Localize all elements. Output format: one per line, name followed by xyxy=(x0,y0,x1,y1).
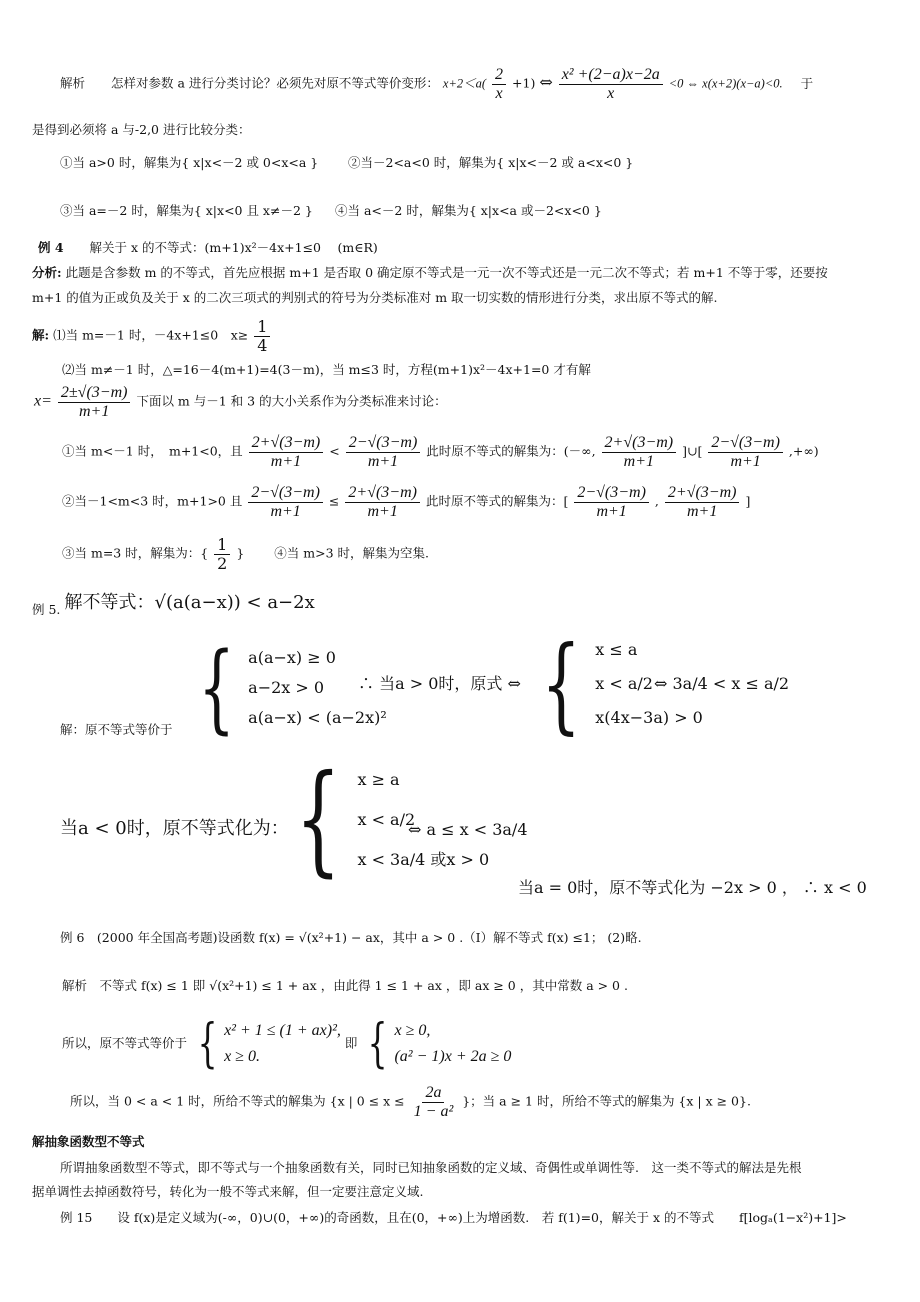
ex5-sys2-brace: { xyxy=(541,623,581,745)
p1-frac2: $\frac{\text{x² +(2−a)x−2a}}{x}$ xyxy=(559,66,663,102)
ex4-r3: ③当 m=3 时，解集为：{ xyxy=(62,545,209,561)
ex4-root xyxy=(34,384,447,420)
ex4-r1-fm: $\frac{2-√(3-m)}{m+1}$ xyxy=(346,434,421,470)
ex4-title: 例 4 xyxy=(38,240,64,255)
ex5-sys2-r1: x ≤ a xyxy=(595,640,638,659)
ex6-sysA-r1: x² + 1 ≤ (1 + ax)², xyxy=(224,1022,341,1039)
p1-line xyxy=(60,66,813,102)
ex6-l3-frac: $\frac{2a}{\text{1 − a²}}$ xyxy=(413,1084,454,1120)
ex5-sys2-r2: x < a/2 xyxy=(595,674,653,693)
ex6-l1: 解析 不等式 f(x) ≤ 1 即 √(x²+1) ≤ 1 + ax ，由此得 1 ≤ 1 + ax ，即 ax ≥ 0 ，其中常数 a > 0 . xyxy=(62,978,628,993)
ex5-sol-label: 解：原不等式等价于 xyxy=(60,722,173,737)
ex6-sysB-r2: (a² − 1)x + 2a ≥ 0 xyxy=(394,1048,512,1065)
ex4-r1-fp2: $\frac{2+√(3-m)}{m+1}$ xyxy=(602,434,677,470)
ex5-res-neg: ⇔ a ≤ x < 3a/4 xyxy=(408,820,528,839)
ex4-r2-fm2: $\frac{2-√(3-m)}{m+1}$ xyxy=(574,484,649,520)
ex4-r3-frac: $\frac{1}{2}$ xyxy=(214,536,230,572)
ex6-l2-a: 所以，原不等式等价于 xyxy=(62,1035,188,1051)
ex6-l2 xyxy=(62,1014,512,1074)
ex4-r2-le: ≤ xyxy=(328,493,340,509)
p1-frac: $\frac{2}{x}$ xyxy=(492,66,506,102)
p1-tail: 于 xyxy=(800,75,814,91)
ex6-sysB-brace: { xyxy=(368,1014,388,1074)
ex4-r2-b: 此时原不等式的解集为：[ xyxy=(425,493,569,509)
ex5-sys3-r2: x < a/2 xyxy=(357,810,416,829)
ex4-r2-fp: $\frac{2+√(3-m)}{m+1}$ xyxy=(345,484,420,520)
ex4-r1-lt: < xyxy=(329,443,340,459)
ex5-sys1-brace: { xyxy=(198,632,235,744)
ex5-case-neg: 当a < 0时，原不等式化为： xyxy=(60,818,289,839)
ex6-l3-b: }；当 a ≥ 1 时，所给不等式的解集为 {x | x ≥ 0}. xyxy=(462,1093,751,1109)
ex4-r2-fp2: $\frac{2+√(3-m)}{m+1}$ xyxy=(665,484,740,520)
ex4-r1 xyxy=(62,434,819,470)
ex5-title: 例 5. xyxy=(32,602,61,617)
ex6-l2-b: 即 xyxy=(344,1035,358,1051)
ex5-sys3-r1: x ≥ a xyxy=(357,770,400,789)
ex6-sysA-brace: { xyxy=(197,1014,218,1074)
ex6-sysB xyxy=(394,1021,511,1067)
abstract-p1: 所谓抽象函数型不等式，即不等式与一个抽象函数有关，同时已知抽象函数的定义域、奇偶性或单调性等. 这一类不等式的解法是先根 xyxy=(60,1160,802,1175)
ex5-sys3-brace: { xyxy=(295,750,342,889)
ex5-sys2-r3: x(4x−3a) > 0 xyxy=(595,708,703,727)
abstract-ex15: 例 15 设 f(x)是定义域为(-∞，0)∪(0，+∞)的奇函数，且在(0，+∞)上为增函数. 若 f(1)=0，解关于 x 的不等式 f[logₐ(1−x²)+1]> xyxy=(60,1210,847,1225)
ex4-s1-text: ⑴当 m=－1 时，－4x+1≤0 x≥ xyxy=(53,327,249,343)
ex4-r1-fp: $\frac{2+√(3-m)}{m+1}$ xyxy=(249,434,324,470)
ex5-sys1-r1: a(a−x) ≥ 0 xyxy=(248,648,336,667)
p1-lhs-tail: +1) xyxy=(512,75,536,91)
case-2: ②当－2<a<0 时，解集为{ x|x<－2 或 a<x<0 } xyxy=(348,155,634,170)
ex4-r1-fm2: $\frac{2-√(3-m)}{m+1}$ xyxy=(708,434,783,470)
ex4-root-text: 下面以 m 与－1 和 3 的大小关系作为分类标准来讨论： xyxy=(136,393,447,409)
ex4-analysis-text1: 此题是含参数 m 的不等式，首先应根据 m+1 是否取 0 确定原不等式是一元一次不等式还是一元二次不等式；若 m+1 不等于零，还要按 xyxy=(65,265,828,280)
ex4-analysis-label: 分析: xyxy=(32,265,62,280)
ex4-r1-a: ①当 m<－1 时， m+1<0，且 xyxy=(62,443,243,459)
abstract-p2: 据单调性去掉函数符号，转化为一般不等式来解，但一定要注意定义域. xyxy=(32,1184,424,1199)
ex4-r1-b: 此时原不等式的解集为：(－∞, xyxy=(426,443,596,459)
ex5-case-pos: ∴ 当a > 0时，原式 ⇔ xyxy=(358,674,521,693)
ex5-res-pos: ⇔ 3a/4 < x ≤ a/2 xyxy=(654,674,790,693)
p1-question: 怎样对参数 a 进行分类讨论？必须先对原不等式等价变形： xyxy=(111,75,439,91)
case-3: ③当 a=－2 时，解集为{ x|x<0 且 x≠－2 } xyxy=(60,203,313,218)
ex5-header xyxy=(32,592,315,618)
ex4-r2-a: ②当－1<m<3 时，m+1>0 且 xyxy=(62,493,243,509)
case-4: ④当 a<－2 时，解集为{ x|x<a 或－2<x<0 } xyxy=(335,203,602,218)
ex4-r4: ④当 m>3 时，解集为空集. xyxy=(274,545,429,561)
p1-lhs: x+2＜a( xyxy=(442,76,487,91)
ex4-root-lhs: x= xyxy=(34,392,52,410)
ex6-sysB-r1: x ≥ 0, xyxy=(394,1022,431,1039)
ex4-analysis-2: m+1 的值为正或负及关于 x 的二次三项式的判别式的符号为分类标准对 m 取一切实数的情形进行分类，求出原不等式的解. xyxy=(32,290,718,305)
ex6-l3-a: 所以，当 0 < a < 1 时，所给不等式的解集为 {x | 0 ≤ x ≤ xyxy=(70,1093,405,1109)
abstract-heading: 解抽象函数型不等式 xyxy=(32,1134,145,1149)
p1-label: 解析 xyxy=(60,75,86,91)
p1-iff: ⇔ xyxy=(539,72,553,92)
ex4-r2 xyxy=(62,484,750,520)
ex4-s1 xyxy=(32,318,272,354)
ex4-root-frac: $\frac{2\pm√(3-m)}{m+1}$ xyxy=(58,384,131,420)
ex5-problem: 解不等式：√(a(a−x)) < a−2x xyxy=(64,592,315,613)
ex4-r1-d: ,+∞) xyxy=(788,443,819,459)
ex4-analysis-1 xyxy=(32,265,828,281)
ex4-s2: ⑵当 m≠－1 时，△=16－4(m+1)=4(3－m)，当 m≤3 时，方程(m+1)x²－4x+1=0 才有解 xyxy=(62,362,591,377)
case-1: ①当 a>0 时，解集为{ x|x<－2 或 0<x<a } xyxy=(60,155,319,170)
p1-rhs: <0 ⇔ x(x+2)(x−a)<0. xyxy=(668,76,783,91)
ex6-title: 例 6 (2000 年全国高考题)设函数 f(x) = √(x²+1) − ax，其中 a > 0 .（Ⅰ）解不等式 f(x) ≤1； (2)略. xyxy=(60,930,642,945)
ex4-r2-c: ] xyxy=(745,493,751,509)
ex4-s1-frac: $\frac{1}{4}$ xyxy=(254,318,270,354)
ex6-sysA xyxy=(224,1021,341,1067)
ex5-case-zero: 当a = 0时，原不等式化为 −2x > 0 ， ∴ x < 0 xyxy=(518,878,867,897)
ex4-r1-c: ]∪[ xyxy=(682,443,703,459)
ex5-sys1-wrap xyxy=(186,632,387,744)
ex5-sys1-r2: a−2x > 0 xyxy=(248,678,325,697)
ex4-r2-fm: $\frac{2-√(3-m)}{m+1}$ xyxy=(248,484,323,520)
ex5-sys1-r3: a(a−x) < (a−2x)² xyxy=(248,708,387,727)
p1-cont: 是得到必须将 a 与-2,0 进行比较分类： xyxy=(32,122,251,137)
ex6-l3 xyxy=(70,1084,751,1120)
ex4-header xyxy=(38,240,378,256)
ex4-r2-comma: , xyxy=(654,493,659,509)
ex4-r3r4 xyxy=(62,536,429,572)
ex4-problem: 解关于 x 的不等式：(m+1)x²－4x+1≤0 (m∈R) xyxy=(89,240,378,255)
ex6-sysA-r2: x ≥ 0. xyxy=(224,1048,260,1065)
ex4-sol-label: 解: xyxy=(32,327,50,343)
ex4-r3-tail: } xyxy=(236,545,245,561)
ex5-sys3-r3: x < 3a/4 或x > 0 xyxy=(357,850,490,869)
